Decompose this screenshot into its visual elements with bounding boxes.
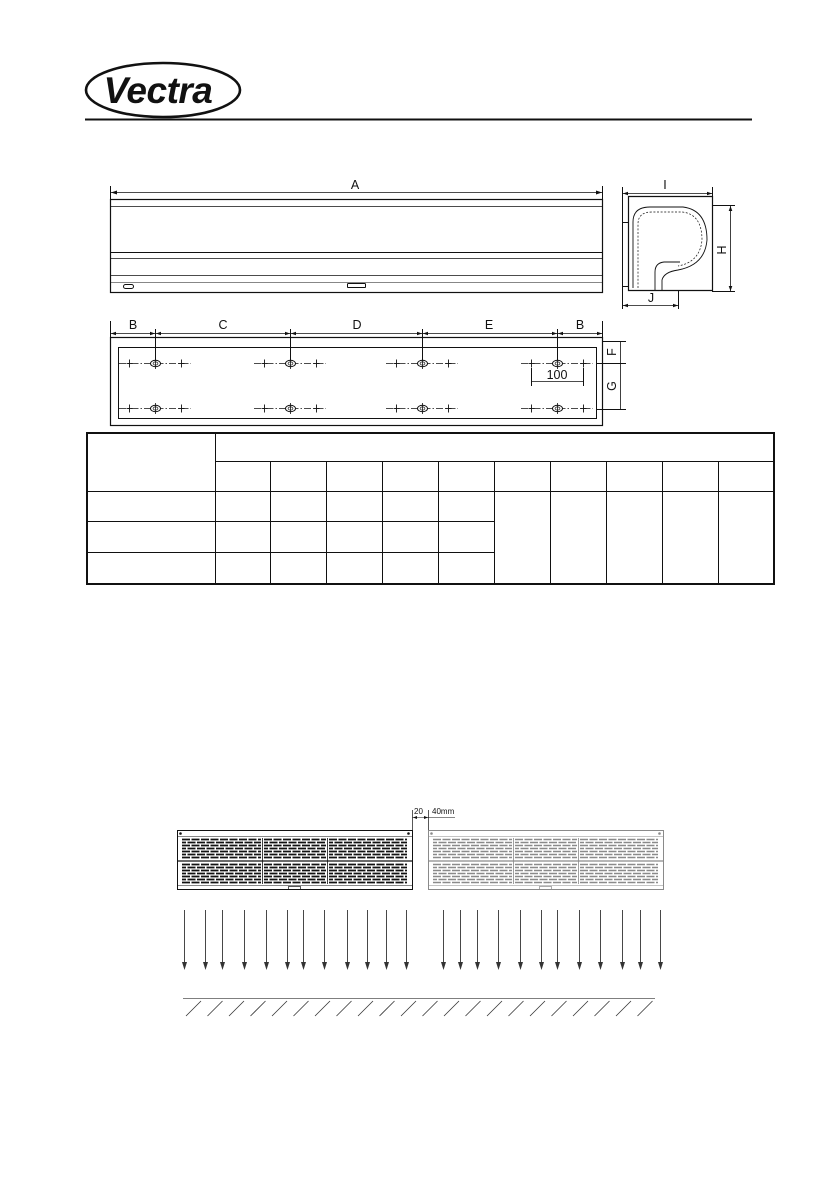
- floor-hatch: [444, 1001, 459, 1016]
- table-header-dimension-cell: [215, 461, 271, 491]
- airflow-arrow: [404, 910, 409, 970]
- side-casing-outline: [629, 197, 713, 291]
- floor-hatch: [315, 1001, 330, 1016]
- floor-hatch: [229, 1001, 244, 1016]
- dimension-i-arrow-right: [707, 192, 712, 196]
- airflow-arrow: [475, 910, 480, 970]
- table-header-dimension-cell: [439, 461, 495, 491]
- corner-screw: [407, 832, 410, 835]
- airflow-arrow-head: [404, 962, 409, 970]
- table-header-dimension-cell: [494, 461, 550, 491]
- floor-hatch: [552, 1001, 567, 1016]
- airflow-arrow: [577, 910, 582, 970]
- grille-panel: [433, 865, 512, 883]
- airflow-arrow-head: [365, 962, 370, 970]
- airflow-arrows: [182, 910, 663, 970]
- dimension-arrow: [558, 332, 563, 336]
- dimensions-table: [86, 432, 775, 585]
- mounting-holes: [119, 358, 593, 414]
- airflow-arrow-head: [658, 962, 663, 970]
- dimension-arrow: [156, 332, 161, 336]
- table-cell: [383, 552, 439, 584]
- airflow-arrow: [658, 910, 663, 970]
- airflow-arrow: [598, 910, 603, 970]
- grille-panel: [264, 840, 326, 858]
- pitch-dimension-label: 100: [546, 368, 568, 382]
- gap-arrow-right: [424, 816, 428, 819]
- table-header-dimension-cell: [550, 461, 606, 491]
- dimension-g-label: G: [605, 381, 619, 391]
- dimension-i-label: I: [663, 178, 667, 192]
- table-cell: [327, 491, 383, 521]
- floor-hatch: [272, 1001, 287, 1016]
- dimension-arrow: [552, 332, 557, 336]
- airflow-arrow: [301, 910, 306, 970]
- front-view: [111, 178, 603, 293]
- airflow-arrow: [182, 910, 187, 970]
- side-fan-scroll: [633, 207, 707, 290]
- mounting-hole-group: [254, 403, 326, 414]
- corner-screw: [179, 832, 182, 835]
- floor-hatch: [595, 1001, 610, 1016]
- airflow-arrow: [203, 910, 208, 970]
- floor-hatch: [487, 1001, 502, 1016]
- table-merged-cell: [718, 491, 774, 584]
- airflow-arrow-head: [242, 962, 247, 970]
- dimension-arrow: [150, 332, 155, 336]
- table-cell: [383, 491, 439, 521]
- dimension-arrow: [417, 332, 422, 336]
- table-cell: [327, 521, 383, 552]
- table-cell: [215, 552, 271, 584]
- table-cell: [271, 521, 327, 552]
- floor-hatch: [530, 1001, 545, 1016]
- dimension-i-arrow-left: [623, 192, 628, 196]
- airflow-arrow: [264, 910, 269, 970]
- table-header-dimension-cell: [383, 461, 439, 491]
- floor-hatch: [573, 1001, 588, 1016]
- airflow-arrow-head: [620, 962, 625, 970]
- dimension-arrow: [291, 332, 296, 336]
- indicator-lens: [124, 285, 134, 289]
- airflow-arrow: [384, 910, 389, 970]
- airflow-arrow-head: [598, 962, 603, 970]
- floor-hatch: [466, 1001, 481, 1016]
- dimension-a-arrow-left: [111, 191, 117, 195]
- floor-hatch: [423, 1001, 438, 1016]
- dimension-h-arrow-top: [729, 206, 733, 211]
- grille-panel: [515, 865, 577, 883]
- mounting-hole-group: [521, 403, 593, 414]
- airflow-arrow: [555, 910, 560, 970]
- floor-hatch: [638, 1001, 653, 1016]
- table-model-cell: [87, 521, 215, 552]
- airflow-arrow: [242, 910, 247, 970]
- table-header-dimension-cell: [662, 461, 718, 491]
- airflow-arrow: [285, 910, 290, 970]
- gap-dimension: [413, 807, 456, 830]
- dimension-arrow: [111, 332, 116, 336]
- airflow-arrow-head: [458, 962, 463, 970]
- gap-min-label: 20: [414, 807, 423, 816]
- dimension-arrow: [285, 332, 290, 336]
- air-curtain-unit: [177, 831, 413, 890]
- airflow-arrow-head: [475, 962, 480, 970]
- floor-hatch: [208, 1001, 223, 1016]
- airflow-arrow-head: [203, 962, 208, 970]
- airflow-arrow-head: [384, 962, 389, 970]
- grille-panel: [329, 840, 407, 858]
- table-merged-cell: [606, 491, 662, 584]
- mounting-view: [111, 318, 627, 426]
- airflow-arrow-head: [518, 962, 523, 970]
- airflow-arrow: [638, 910, 643, 970]
- dimension-f-label: F: [605, 348, 619, 356]
- floor-hatch: [509, 1001, 524, 1016]
- grille-panel: [264, 865, 326, 883]
- dimension-j-arrow-right: [673, 304, 678, 308]
- table-cell: [271, 491, 327, 521]
- table-cell: [439, 552, 495, 584]
- dimension-arrow: [423, 332, 428, 336]
- mounting-hole-group: [386, 403, 458, 414]
- dimension-h-arrow-bottom: [729, 286, 733, 291]
- dimension-e-label: E: [484, 318, 494, 332]
- floor-hatch: [380, 1001, 395, 1016]
- side-outlet-hook: [655, 262, 680, 290]
- airflow-arrow: [496, 910, 501, 970]
- corner-screw: [430, 832, 433, 835]
- dimension-b-left-label: B: [128, 318, 138, 332]
- dimension-c-label: C: [218, 318, 228, 332]
- table-header-dimension-cell: [327, 461, 383, 491]
- unit-rear-inner-panel: [119, 348, 597, 419]
- dimension-arrow: [597, 332, 602, 336]
- table-cell: [215, 521, 271, 552]
- floor-hatch: [358, 1001, 373, 1016]
- unit-front-outline: [111, 200, 603, 293]
- page-header: [85, 63, 752, 120]
- table-cell: [327, 552, 383, 584]
- table-header-row: [87, 433, 774, 461]
- grille-panel: [515, 840, 577, 858]
- dimension-j-arrow-left: [623, 304, 628, 308]
- mounting-hole-group: [119, 403, 191, 414]
- airflow-arrow: [458, 910, 463, 970]
- table-merged-cell: [662, 491, 718, 584]
- airflow-arrow: [620, 910, 625, 970]
- gap-max-label: 40mm: [432, 807, 455, 816]
- floor-hatch: [337, 1001, 352, 1016]
- airflow-arrow-head: [638, 962, 643, 970]
- table-model-cell: [87, 491, 215, 521]
- table-model-cell: [87, 552, 215, 584]
- grille-panel: [182, 865, 261, 883]
- airflow-arrow-head: [496, 962, 501, 970]
- floor-hatch: [401, 1001, 416, 1016]
- grille-panel: [580, 865, 658, 883]
- logo-wordmark: Vectra: [103, 70, 213, 111]
- side-wall-bracket: [623, 223, 629, 287]
- installation-diagram: [177, 807, 664, 1016]
- airflow-arrow-head: [345, 962, 350, 970]
- unit-rear-outline: [111, 338, 603, 426]
- dimension-a-label: A: [350, 178, 360, 192]
- floor-hatch: [251, 1001, 266, 1016]
- table-merged-cell: [494, 491, 550, 584]
- table-header-dimension-cell: [271, 461, 327, 491]
- airflow-arrow: [345, 910, 350, 970]
- corner-screw: [658, 832, 661, 835]
- dimension-j-label: J: [647, 291, 655, 305]
- airflow-arrow: [441, 910, 446, 970]
- floor-hatch: [186, 1001, 201, 1016]
- installed-units: [177, 831, 664, 890]
- airflow-arrow: [518, 910, 523, 970]
- side-scroll-hidden-line: [638, 212, 702, 288]
- table-header-model-cell: [87, 433, 215, 491]
- floor-hatch: [294, 1001, 309, 1016]
- air-curtain-unit: [428, 831, 664, 890]
- dimension-a-arrow-right: [596, 191, 602, 195]
- floor: [183, 999, 655, 1017]
- table-merged-cell: [550, 491, 606, 584]
- airflow-arrow-head: [182, 962, 187, 970]
- side-view: [623, 178, 736, 309]
- airflow-arrow: [322, 910, 327, 970]
- receiver-slot: [348, 284, 366, 288]
- gap-arrow-left: [413, 816, 417, 819]
- airflow-arrow: [539, 910, 544, 970]
- table-cell: [383, 521, 439, 552]
- table-header-dimensions-cell: [215, 433, 774, 461]
- table-row: [87, 491, 774, 521]
- grille-panel: [329, 865, 407, 883]
- airflow-arrow-head: [539, 962, 544, 970]
- airflow-arrow-head: [285, 962, 290, 970]
- table-header-dimension-cell: [718, 461, 774, 491]
- dimension-d-label: D: [352, 318, 362, 332]
- table-cell: [271, 552, 327, 584]
- grille-panel: [433, 840, 512, 858]
- floor-hatch: [616, 1001, 631, 1016]
- dimension-b-right-label: B: [575, 318, 585, 332]
- grille-panel: [580, 840, 658, 858]
- airflow-arrow-head: [555, 962, 560, 970]
- brand-logo: [86, 63, 240, 117]
- table-cell: [439, 491, 495, 521]
- grille-panel: [182, 840, 261, 858]
- table-cell: [215, 491, 271, 521]
- table-header-dimension-cell: [606, 461, 662, 491]
- airflow-arrow-head: [441, 962, 446, 970]
- airflow-arrow-head: [577, 962, 582, 970]
- airflow-arrow-head: [301, 962, 306, 970]
- airflow-arrow-head: [264, 962, 269, 970]
- dimension-h-label: H: [715, 245, 729, 255]
- table-cell: [439, 521, 495, 552]
- airflow-arrow-head: [322, 962, 327, 970]
- airflow-arrow: [220, 910, 225, 970]
- airflow-arrow: [365, 910, 370, 970]
- airflow-arrow-head: [220, 962, 225, 970]
